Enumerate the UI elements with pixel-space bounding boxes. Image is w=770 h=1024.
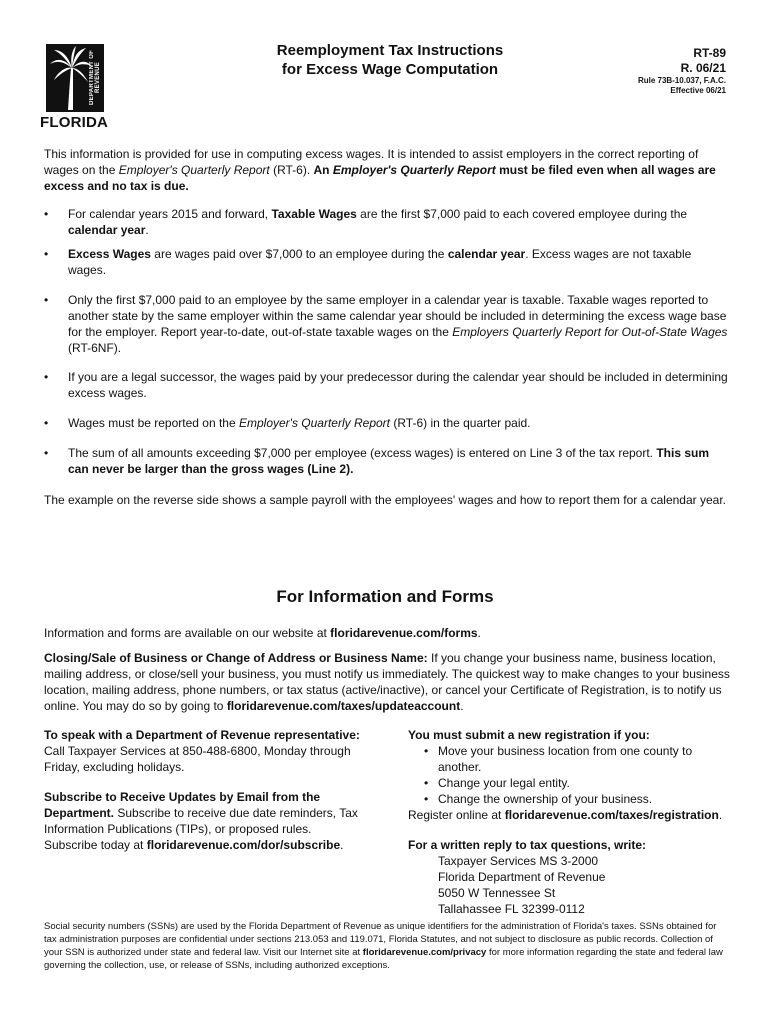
bullet-dot: •: [44, 446, 49, 460]
intro-text-2: (RT-6).: [269, 163, 314, 177]
privacy-link[interactable]: floridarevenue.com/privacy: [362, 947, 487, 958]
closing-end: .: [460, 699, 464, 713]
bullet-bold: This sum can never be larger than the gross wages (Line 2).: [68, 446, 710, 476]
address-line: Tallahassee FL 32399-0112: [438, 902, 585, 916]
example-paragraph: The example on the reverse side shows a sample payroll with the employees' wages and how to report them for a calendar year.: [44, 493, 726, 507]
website-paragraph: [44, 625, 730, 641]
florida-dor-logo: [40, 44, 109, 131]
bullet-dot: •: [44, 247, 49, 261]
register-heading: You must submit a new registration if you:: [408, 728, 650, 742]
closing-text: If you change your business name, business location, mailing address, or close/sell your business, you must notify us immediately. The quickest way to make changes to your business location, mailing address, phone numbers, or tax status (active/inactive), or cancel your Certificate of Registration, is to notify us online. You may do so by going to: [44, 651, 730, 713]
bullet-text: are the first $7,000 paid to each covered employee during the: [356, 207, 688, 221]
bullet-italic: Employers Quarterly Report for Out-of-State Wages: [452, 325, 728, 339]
bullet-text: Only the first $7,000 paid to an employee by the same employer in a calendar year is taxable. Taxable wages reported to another state by the same employer within the same calendar year should be included in determining the excess wage base for the employer. Report year-to-date, out-of-state taxable wages on the: [68, 293, 727, 339]
address-line: 5050 W Tennessee St: [438, 886, 556, 900]
bullet-dot: •: [44, 207, 49, 221]
written-reply-heading: For a written reply to tax questions, write:: [408, 838, 647, 852]
logo-wordmark: FLORIDA: [40, 114, 109, 131]
bullet-text: The sum of all amounts exceeding $7,000 per employee (excess wages) is entered on Line 3 of the tax report.: [68, 446, 657, 460]
register-list: [408, 743, 730, 807]
list-item: • Move your business location from one county to another.: [424, 744, 693, 774]
bullet-bold: Excess Wages: [68, 247, 151, 261]
intro-report-name: Employer's Quarterly Report: [118, 163, 270, 177]
bullet-text: are wages paid over $7,000 to an employee during the: [150, 247, 448, 261]
effective-date: Effective 06/21: [670, 86, 726, 95]
address-line: Florida Department of Revenue: [438, 870, 606, 884]
revision-date: R. 06/21: [680, 61, 726, 75]
closing-heading: Closing/Sale of Business or Change of Address or Business Name:: [44, 651, 428, 665]
mailing-address: [408, 853, 730, 917]
left-column: [44, 727, 364, 853]
register-item-text: Change your legal entity.: [438, 776, 570, 790]
form-number: RT-89: [693, 46, 726, 60]
intro-bold-italic: Employer's Quarterly Report: [332, 163, 496, 177]
intro-bold-1: An: [313, 163, 333, 177]
right-column: [408, 727, 730, 917]
list-item: • Change the ownership of your business.: [424, 792, 653, 806]
intro-text-1: This information is provided for use in computing excess wages. It is intended to assist employers in the correct reporting of wages on the: [44, 147, 699, 177]
bullet-italic: Employer's Quarterly Report: [238, 416, 390, 430]
intro-bold-2: must be filed even when all wages are excess and no tax is due.: [44, 163, 716, 193]
bullet-text: (RT-6NF).: [68, 341, 122, 355]
bullet-text: Wages must be reported on the: [68, 416, 239, 430]
subscribe-link[interactable]: floridarevenue.com/dor/subscribe: [146, 838, 341, 852]
bullet-text: For calendar years 2015 and forward,: [68, 207, 272, 221]
speak-text: Call Taxpayer Services at 850-488-6800, Monday through Friday, excluding holidays.: [44, 744, 351, 774]
footer-text-2: for more information regarding the state and federal law governing the collection, use, or release of SSNs, including authorized exceptions.: [44, 947, 723, 971]
form-number-block: [638, 46, 726, 96]
bullet-text: . Excess wages are not taxable wages.: [68, 247, 692, 277]
subscribe-end: .: [340, 838, 344, 852]
document-title: [240, 41, 540, 79]
info-heading: For Information and Forms: [276, 587, 494, 606]
ssn-disclosure-footer: [44, 920, 730, 972]
subscribe-text: Subscribe to receive due date reminders, Tax Information Publications (TIPs), or proposed rules. Subscribe today at: [44, 806, 358, 852]
intro-paragraph: [44, 146, 730, 194]
title-line-1: Reemployment Tax Instructions: [276, 42, 504, 59]
bullet-text: (RT-6) in the quarter paid.: [390, 416, 531, 430]
title-line-2: for Excess Wage Computation: [281, 61, 499, 78]
registration-link[interactable]: floridarevenue.com/taxes/registration: [504, 808, 719, 822]
footer-text-1: Social security numbers (SSNs) are used by the Florida Department of Revenue as unique identifiers for the administration of Florida's taxes. SSNs obtained for tax administration purposes are confidential under sections 213.053 and 119.071, Florida Statutes, and not subject to disclosure as public records. Collection of your SSN is authorized under state and federal law. Visit our Internet site at: [44, 921, 717, 958]
bullet-dot: •: [44, 293, 49, 307]
register-item-text: Change the ownership of your business.: [438, 792, 653, 806]
bullet-bold: calendar year: [68, 223, 146, 237]
website-text: Information and forms are available on our website at: [44, 626, 331, 640]
list-item: • Change your legal entity.: [424, 776, 570, 790]
register-item-text: Move your business location from one county to another.: [438, 744, 693, 774]
forms-link[interactable]: floridarevenue.com/forms: [330, 626, 478, 640]
rule-citation: Rule 73B-10.037, F.A.C.: [637, 76, 726, 85]
closing-paragraph: [44, 650, 730, 714]
speak-heading: To speak with a Department of Revenue representative:: [44, 728, 360, 742]
website-end: .: [477, 626, 481, 640]
register-text: Register online at: [408, 808, 505, 822]
logo-vertical-text: DEPARTMENT OF REVENUE: [89, 49, 101, 105]
bullet-text: If you are a legal successor, the wages paid by your predecessor during the calendar year should be included in determining excess wages.: [68, 370, 728, 400]
bullet-bold: Taxable Wages: [271, 207, 357, 221]
update-account-link[interactable]: floridarevenue.com/taxes/updateaccount: [226, 699, 461, 713]
subscribe-heading: Subscribe to Receive Updates by Email from the Department.: [44, 790, 321, 820]
address-line: Taxpayer Services MS 3-2000: [438, 854, 599, 868]
bullet-text: .: [145, 223, 149, 237]
bullet-dot: •: [44, 416, 49, 430]
register-end: .: [718, 808, 723, 822]
bullet-bold: calendar year: [447, 247, 526, 261]
bullet-dot: •: [44, 370, 49, 384]
